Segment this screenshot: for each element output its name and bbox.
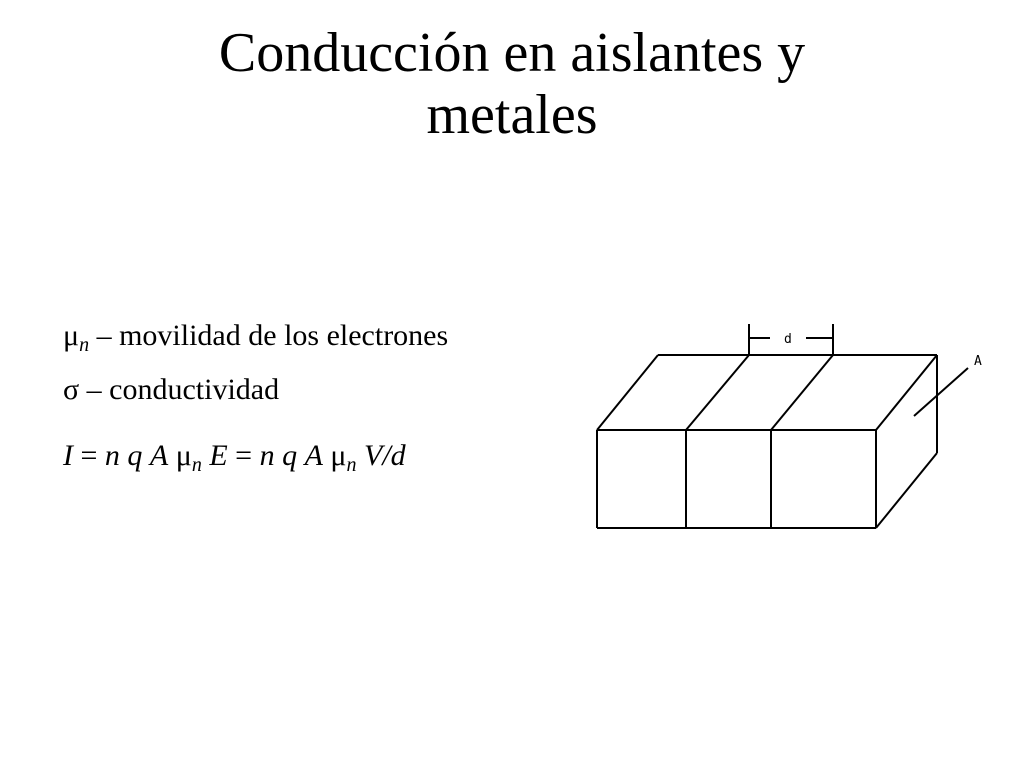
mu-subscript: n — [79, 334, 90, 356]
conductivity-text: – conductividad — [79, 373, 280, 406]
top-left-depth-edge — [597, 355, 658, 430]
eq-A-2: A — [304, 439, 323, 472]
eq-sub-2: n — [346, 454, 357, 476]
mu-symbol: μ — [63, 319, 80, 352]
label-A: A — [974, 354, 982, 369]
eq-E: E — [209, 439, 228, 472]
eq-n-2: n — [259, 439, 275, 472]
sigma-symbol: σ — [63, 373, 80, 406]
eq-mu-2: μ — [330, 439, 347, 472]
slide-title — [112, 22, 912, 146]
label-d: d — [784, 332, 792, 347]
eq-q-2: q — [282, 439, 298, 472]
eq-equals-2: = — [227, 439, 260, 472]
title-line-2: metales — [426, 84, 598, 146]
area-leader-line — [914, 368, 968, 416]
title-line-1: Conducción en aislantes y — [218, 22, 806, 84]
conductor-block-diagram — [580, 310, 1000, 550]
divider-2-top — [771, 355, 833, 430]
eq-q-1: q — [127, 439, 143, 472]
eq-V-over-d: V/d — [364, 439, 406, 472]
divider-1-top — [686, 355, 749, 430]
eq-equals-1: = — [73, 439, 105, 472]
mobility-definition — [63, 316, 563, 356]
eq-A-1: A — [149, 439, 169, 472]
eq-I: I — [63, 439, 73, 472]
top-right-depth-edge — [876, 355, 937, 430]
current-equation — [63, 436, 563, 476]
conductivity-definition — [63, 370, 563, 410]
eq-sub-1: n — [191, 454, 202, 476]
definitions-block — [63, 316, 563, 476]
bottom-right-depth-edge — [876, 453, 937, 528]
mobility-text: – movilidad de los electrones — [89, 319, 449, 352]
eq-n-1: n — [104, 439, 120, 472]
eq-mu-1: μ — [175, 439, 192, 472]
